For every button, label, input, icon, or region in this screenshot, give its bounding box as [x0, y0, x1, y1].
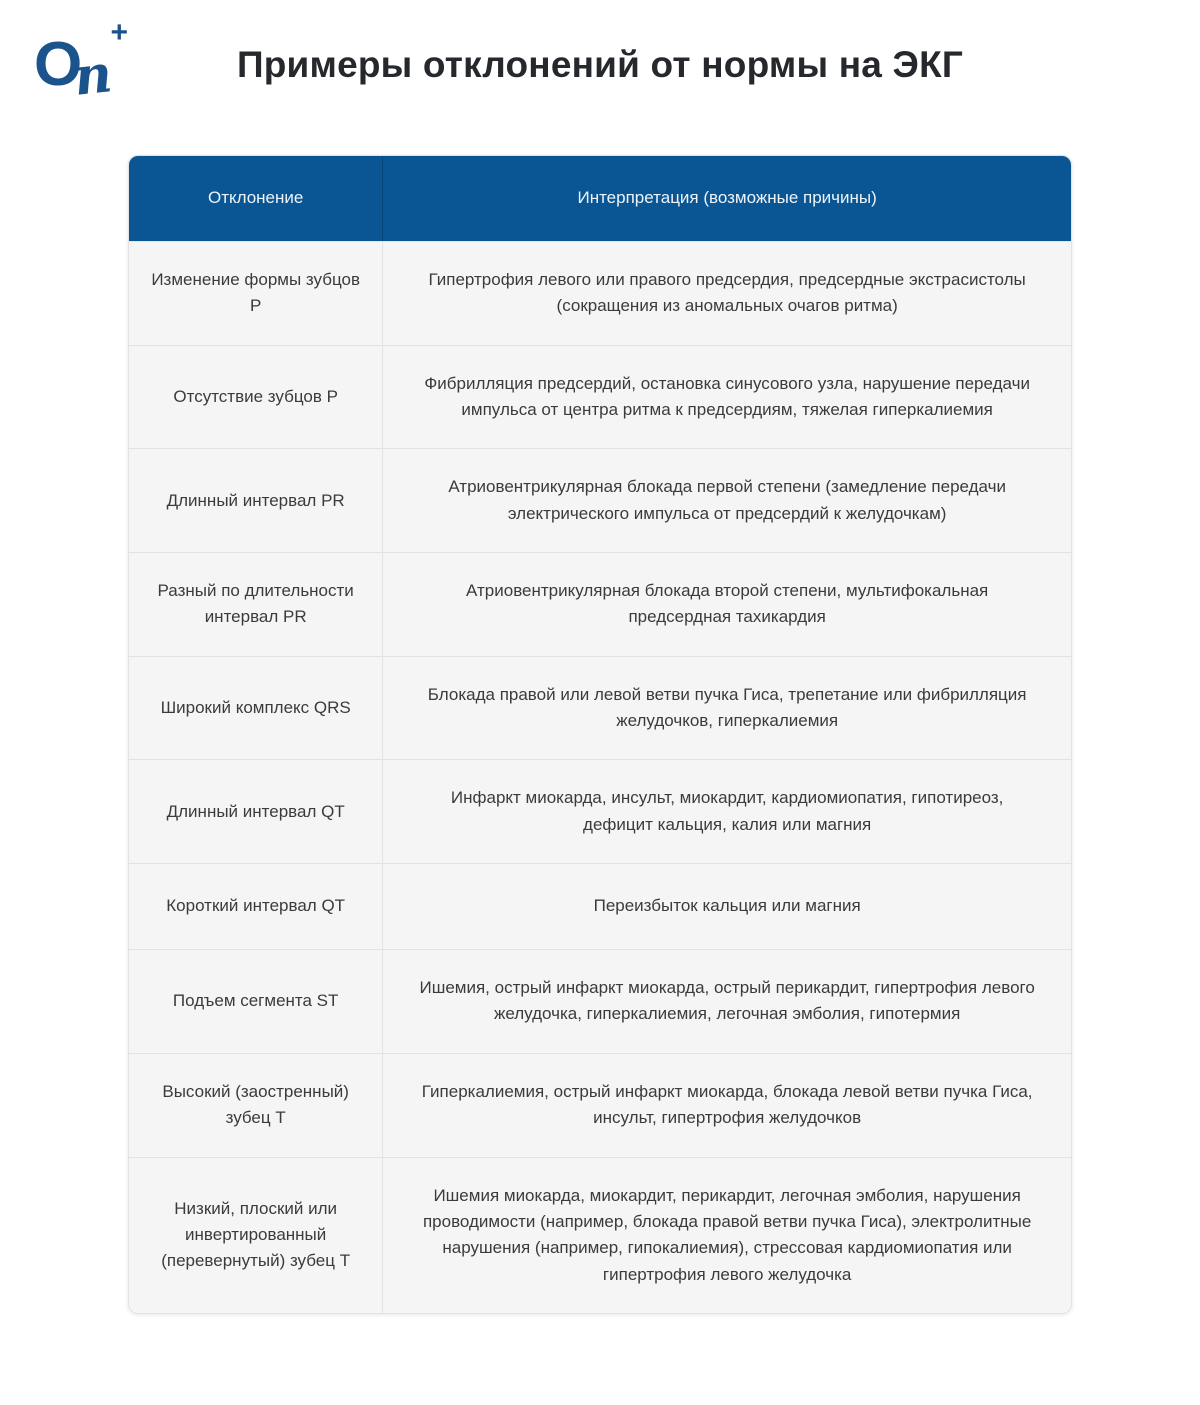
table-row — [129, 448, 1071, 552]
page-title: Примеры отклонений от нормы на ЭКГ — [236, 44, 964, 85]
table-header-row — [129, 156, 1071, 241]
deviation-cell: Разный по длительности интервал PR — [129, 553, 383, 656]
ecg-deviations-table — [128, 155, 1072, 1314]
column-header-interpretation: Интерпретация (возможные причины) — [577, 188, 877, 208]
table-row — [129, 863, 1071, 949]
interpretation-cell: Ишемия, острый инфаркт миокарда, острый перикардит, гипертрофия левого желудочка, гиперкалиемия, легочная эмболия, гипотермия — [419, 978, 1035, 1024]
deviation-cell: Подъем сегмента ST — [129, 950, 383, 1053]
table-row — [129, 656, 1071, 760]
table-row — [129, 1053, 1071, 1157]
table-row — [129, 241, 1071, 345]
table-row — [129, 949, 1071, 1053]
column-header-deviation: Отклонение — [129, 156, 383, 241]
deviation-cell: Низкий, плоский или инвертированный (перевернутый) зубец T — [129, 1158, 383, 1313]
interpretation-cell: Ишемия миокарда, миокардит, перикардит, легочная эмболия, нарушения проводимости (например, блокада правой ветви пучка Гиса), электролитные нарушения (например, гипокалиемия), стрессовая кардиомиопатия или гипертрофия левого желудочка — [422, 1185, 1032, 1284]
deviation-cell: Высокий (заостренный) зубец T — [129, 1054, 383, 1157]
deviation-cell: Длинный интервал QT — [129, 760, 383, 863]
page-header — [0, 0, 1200, 155]
interpretation-cell: Блокада правой или левой ветви пучка Гиса, трепетание или фибрилляция желудочков, гиперкалиемия — [427, 684, 1027, 731]
deviation-cell: Отсутствие зубцов P — [129, 346, 383, 449]
table-row — [129, 1157, 1071, 1313]
interpretation-cell: Атриовентрикулярная блокада первой степени (замедление передачи электрического импульса от предсердий к желудочкам) — [448, 477, 1006, 523]
deviation-cell: Длинный интервал PR — [129, 449, 383, 552]
on-plus-logo — [34, 14, 130, 118]
interpretation-cell: Атриовентрикулярная блокада второй степени, мультифокальная предсердная тахикардия — [466, 581, 989, 627]
deviation-cell: Широкий комплекс QRS — [129, 657, 383, 760]
deviation-cell: Короткий интервал QT — [129, 864, 383, 949]
interpretation-cell: Фибрилляция предсердий, остановка синусового узла, нарушение передачи импульса от центра ритма к предсердиям, тяжелая гиперкалиемия — [424, 373, 1030, 420]
table-row — [129, 759, 1071, 863]
logo-plus-icon: + — [110, 16, 128, 49]
interpretation-cell: Гиперкалиемия, острый инфаркт миокарда, блокада левой ветви пучка Гиса, инсульт, гипертрофия желудочков — [421, 1081, 1033, 1128]
table-row — [129, 552, 1071, 656]
logo-letter-o: O — [34, 30, 81, 99]
interpretation-cell: Гипертрофия левого или правого предсердия, предсердные экстрасистолы (сокращения из аномальных очагов ритма) — [428, 270, 1026, 316]
logo-letter-n: n — [70, 43, 115, 108]
deviation-cell: Изменение формы зубцов P — [129, 242, 383, 345]
interpretation-cell: Переизбыток кальция или магния — [593, 896, 861, 916]
interpretation-cell: Инфаркт миокарда, инсульт, миокардит, кардиомиопатия, гипотиреоз, дефицит кальция, калия или магния — [450, 788, 1004, 834]
table-row — [129, 345, 1071, 449]
